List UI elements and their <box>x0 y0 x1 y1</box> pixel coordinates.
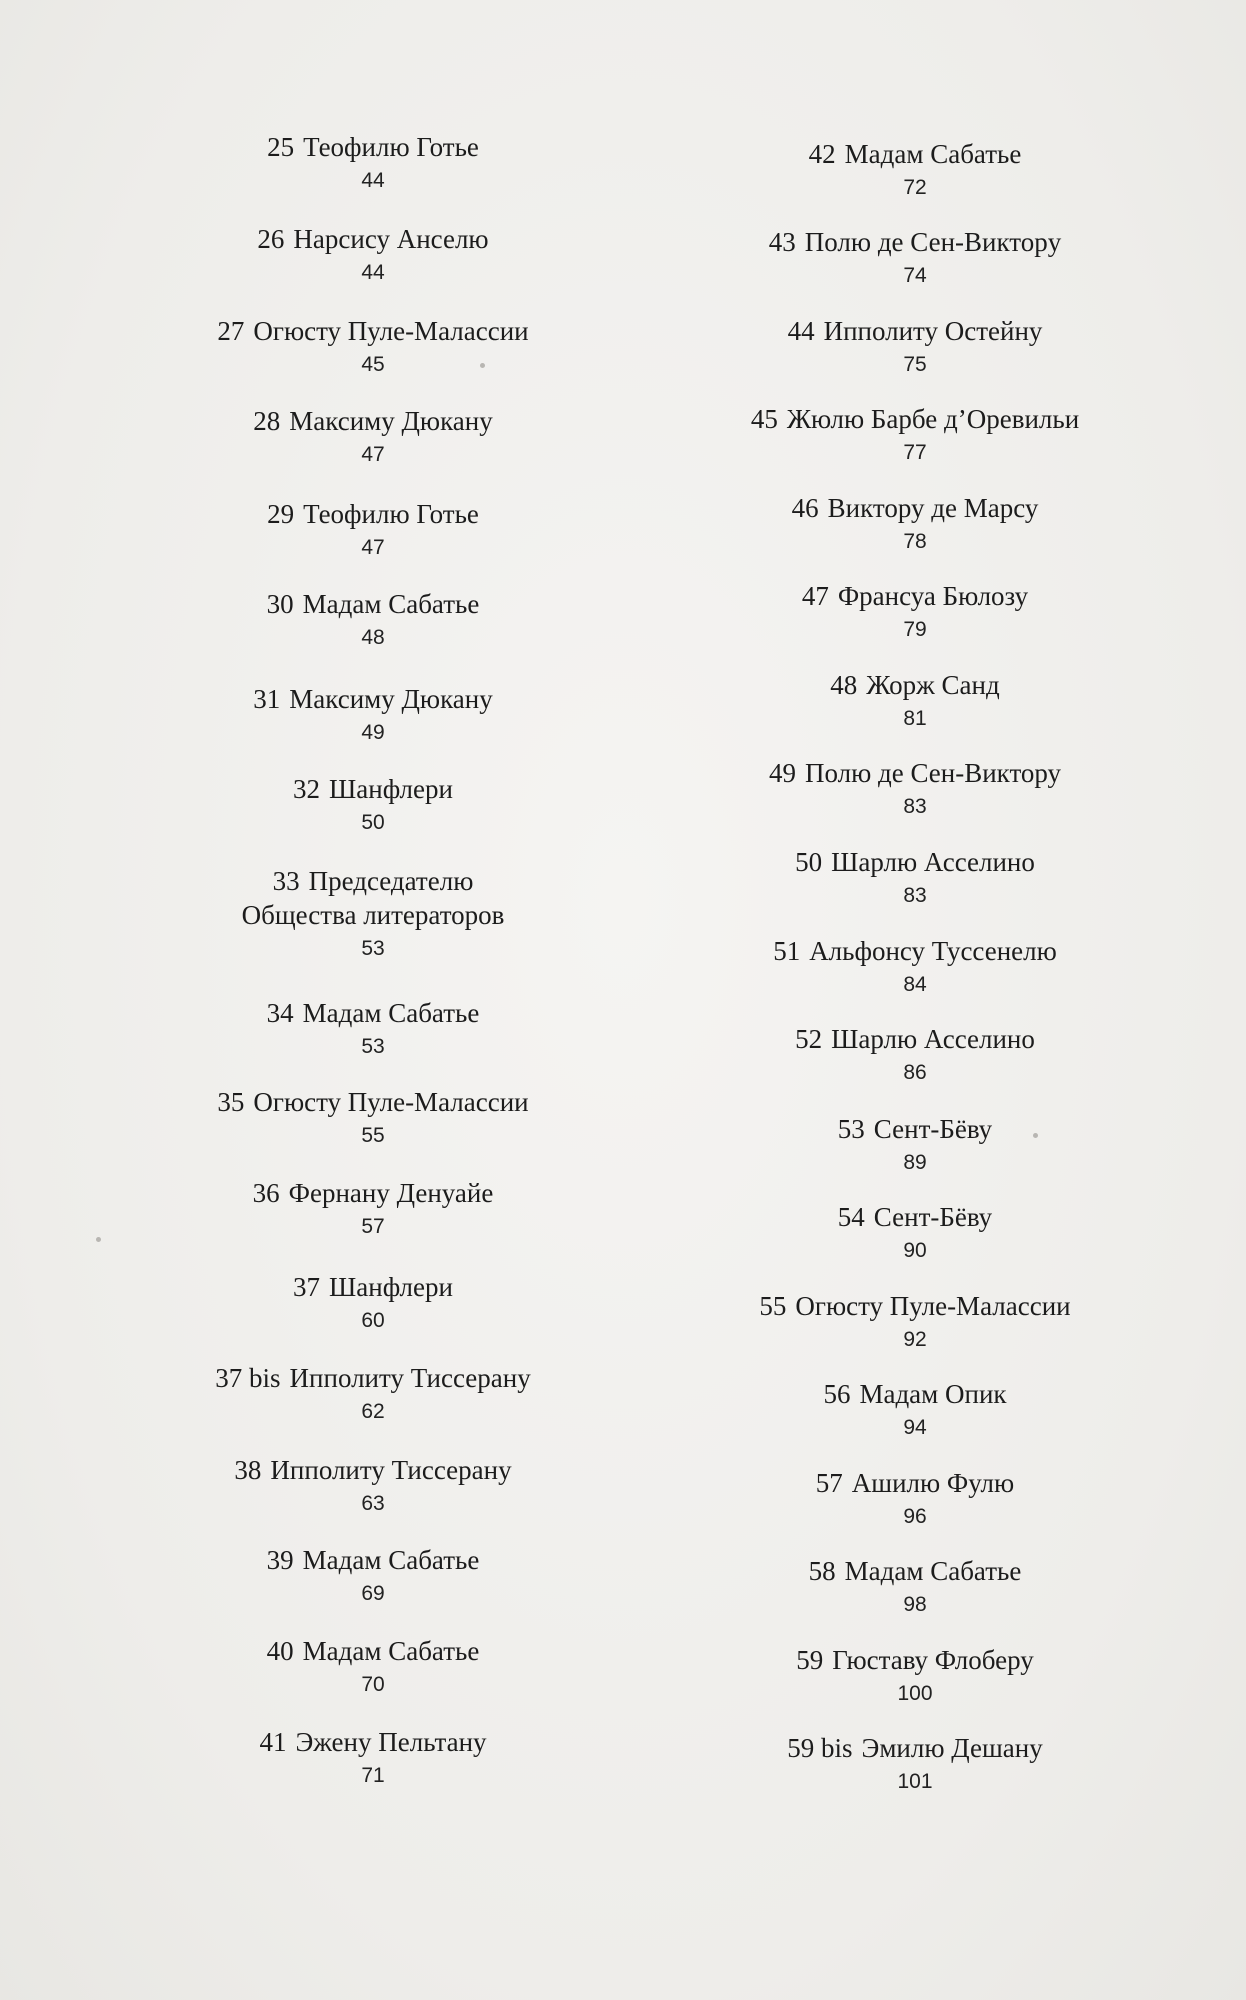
entry-page-number: 53 <box>361 1035 385 1058</box>
entry-page-number: 69 <box>361 1582 385 1605</box>
toc-entry <box>635 225 1195 289</box>
entry-page-number: 47 <box>361 443 385 466</box>
paper-speck <box>1033 1133 1038 1138</box>
entry-page-number: 50 <box>361 811 385 834</box>
entry-page-number: 75 <box>903 353 927 376</box>
entry-number: 55 <box>759 1291 787 1321</box>
entry-page-number: 90 <box>903 1239 927 1262</box>
entry-number: 54 <box>837 1202 865 1232</box>
entry-title: Шарлю Асселино <box>831 1024 1035 1054</box>
toc-entry <box>93 130 653 194</box>
entry-number: 36 <box>252 1178 280 1208</box>
entry-page-number: 84 <box>903 973 927 996</box>
entry-page-number: 55 <box>361 1124 385 1147</box>
entry-title: Максиму Дюкану <box>289 684 493 714</box>
entry-number: 58 <box>808 1556 836 1586</box>
toc-entry <box>635 1731 1195 1795</box>
entry-page-number: 48 <box>361 626 385 649</box>
entry-number: 49 <box>768 758 796 788</box>
entry-title: Мадам Сабатье <box>302 1545 480 1575</box>
toc-entry <box>93 772 653 836</box>
entry-title: Полю де Сен-Викторy <box>804 227 1062 257</box>
entry-title: Мадам Сабатье <box>302 998 480 1028</box>
toc-entry <box>93 996 653 1060</box>
toc-entry <box>93 864 653 962</box>
entry-number: 28 <box>253 406 281 436</box>
entry-title: Огюсту Пуле-Малассии <box>253 316 529 346</box>
entry-title: Полю де Сен-Виктору <box>804 758 1062 788</box>
toc-entry <box>93 1453 653 1517</box>
entry-page-number: 70 <box>361 1673 385 1696</box>
entry-page-number: 57 <box>361 1215 385 1238</box>
entry-number: 46 <box>791 493 819 523</box>
entry-title: Председателю <box>308 866 474 896</box>
entry-title: Сент-Бёву <box>873 1202 993 1232</box>
entry-page-number: 100 <box>897 1682 933 1705</box>
entry-number: 33 <box>272 866 300 896</box>
entry-number: 57 <box>815 1468 843 1498</box>
entry-page-number: 60 <box>361 1309 385 1332</box>
entry-number: 59 bis <box>787 1733 853 1763</box>
entry-number: 50 <box>795 847 823 877</box>
toc-entry <box>635 491 1195 555</box>
entry-number: 25 <box>267 132 295 162</box>
entry-title: Теофилю Готье <box>303 499 479 529</box>
entry-page-number: 83 <box>903 795 927 818</box>
entry-page-number: 92 <box>903 1328 927 1351</box>
toc-entry <box>93 682 653 746</box>
entry-title: Франсуа Бюлозу <box>837 581 1029 611</box>
toc-entry <box>93 1176 653 1240</box>
entry-title: Ашилю Фулю <box>851 1468 1015 1498</box>
entry-title: Ипполиту Тиссерану <box>270 1455 512 1485</box>
entry-title: Эмилю Дешану <box>861 1733 1043 1763</box>
entry-title: Мадам Сабатье <box>844 1556 1022 1586</box>
entry-page-number: 49 <box>361 721 385 744</box>
entry-number: 56 <box>823 1379 851 1409</box>
entry-number: 27 <box>217 316 245 346</box>
entry-page-number: 79 <box>903 618 927 641</box>
entry-page-number: 94 <box>903 1416 927 1439</box>
entry-number: 41 <box>259 1727 287 1757</box>
toc-entry <box>93 404 653 468</box>
toc-entry <box>635 1022 1195 1086</box>
entry-title: Шарлю Асселино <box>831 847 1035 877</box>
entry-title: Ипполиту Тиссерану <box>289 1363 531 1393</box>
toc-entry <box>635 1466 1195 1530</box>
toc-entry <box>93 1543 653 1607</box>
entry-title: Огюсту Пуле-Малассии <box>253 1087 529 1117</box>
entry-number: 43 <box>768 227 796 257</box>
entry-page-number: 53 <box>361 937 385 960</box>
entry-number: 51 <box>773 936 801 966</box>
entry-title: Ипполиту Остейну <box>823 316 1043 346</box>
entry-title: Мадам Сабатье <box>302 1636 480 1666</box>
entry-number: 52 <box>795 1024 823 1054</box>
entry-title: Альфонсу Туссенелю <box>809 936 1057 966</box>
entry-number: 48 <box>830 670 858 700</box>
entry-title: Жорж Санд <box>866 670 1000 700</box>
toc-entry <box>635 314 1195 378</box>
entry-number: 37 bis <box>215 1363 281 1393</box>
toc-entry <box>93 1085 653 1149</box>
entry-page-number: 78 <box>903 530 927 553</box>
toc-entry <box>93 222 653 286</box>
paper-speck <box>480 363 485 368</box>
toc-entry <box>635 1554 1195 1618</box>
entry-title: Шанфлери <box>329 774 453 804</box>
entry-page-number: 44 <box>361 169 385 192</box>
toc-entry <box>635 1643 1195 1707</box>
entry-number: 47 <box>801 581 829 611</box>
entry-page-number: 86 <box>903 1061 927 1084</box>
toc-entry <box>93 1270 653 1334</box>
toc-entry <box>635 1289 1195 1353</box>
entry-title: Мадам Опик <box>859 1379 1007 1409</box>
entry-title: Огюсту Пуле-Малассии <box>795 1291 1071 1321</box>
entry-page-number: 62 <box>361 1400 385 1423</box>
entry-page-number: 63 <box>361 1492 385 1515</box>
toc-entry <box>635 1377 1195 1441</box>
entry-number: 32 <box>293 774 321 804</box>
entry-title: Максиму Дюкану <box>289 406 493 436</box>
paper-speck <box>96 1237 101 1242</box>
entry-page-number: 96 <box>903 1505 927 1528</box>
entry-page-number: 72 <box>903 176 927 199</box>
toc-entry <box>635 402 1195 466</box>
entry-page-number: 45 <box>361 353 385 376</box>
toc-entry <box>635 1200 1195 1264</box>
toc-entry <box>93 314 653 378</box>
entry-title: Гюставу Флоберу <box>832 1645 1034 1675</box>
toc-entry <box>93 587 653 651</box>
toc-entry <box>93 1725 653 1789</box>
entry-number: 45 <box>750 404 778 434</box>
toc-entry <box>635 756 1195 820</box>
toc-entry <box>93 1361 653 1425</box>
entry-title: Теофилю Готье <box>303 132 479 162</box>
toc-entry <box>635 668 1195 732</box>
toc-entry <box>635 845 1195 909</box>
toc-entry <box>635 934 1195 998</box>
entry-title: Фернану Денуайе <box>288 1178 494 1208</box>
entry-title: Виктору де Марсу <box>827 493 1039 523</box>
entry-page-number: 83 <box>903 884 927 907</box>
entry-number: 35 <box>217 1087 245 1117</box>
entry-page-number: 74 <box>903 264 927 287</box>
toc-entry <box>93 497 653 561</box>
entry-number: 31 <box>253 684 281 714</box>
entry-title: Мадам Сабатье <box>844 139 1022 169</box>
entry-title: Жюлю Барбе д’Оревильи <box>786 404 1080 434</box>
entry-number: 39 <box>266 1545 294 1575</box>
entry-title: Сент-Бёву <box>873 1114 993 1144</box>
toc-entry <box>635 137 1195 201</box>
entry-page-number: 71 <box>361 1764 385 1787</box>
toc-entry <box>635 579 1195 643</box>
entry-page-number: 101 <box>897 1770 933 1793</box>
entry-title: Эжену Пельтану <box>295 1727 487 1757</box>
entry-title: Мадам Сабатье <box>302 589 480 619</box>
entry-number: 53 <box>837 1114 865 1144</box>
entry-number: 59 <box>796 1645 824 1675</box>
entry-title: Шанфлери <box>329 1272 453 1302</box>
entry-number: 44 <box>787 316 815 346</box>
entry-number: 34 <box>266 998 294 1028</box>
entry-number: 26 <box>257 224 285 254</box>
toc-entry <box>93 1634 653 1698</box>
entry-page-number: 77 <box>903 441 927 464</box>
entry-page-number: 98 <box>903 1593 927 1616</box>
toc-entry <box>635 1112 1195 1176</box>
entry-number: 37 <box>293 1272 321 1302</box>
entry-number: 30 <box>266 589 294 619</box>
entry-page-number: 81 <box>903 707 927 730</box>
entry-number: 42 <box>808 139 836 169</box>
entry-page-number: 89 <box>903 1151 927 1174</box>
entry-number: 29 <box>267 499 295 529</box>
entry-title: Нарсису Анселю <box>293 224 489 254</box>
entry-title-continued: Общества литераторов <box>241 900 505 930</box>
entry-page-number: 44 <box>361 261 385 284</box>
entry-page-number: 47 <box>361 536 385 559</box>
entry-number: 40 <box>266 1636 294 1666</box>
entry-number: 38 <box>234 1455 262 1485</box>
